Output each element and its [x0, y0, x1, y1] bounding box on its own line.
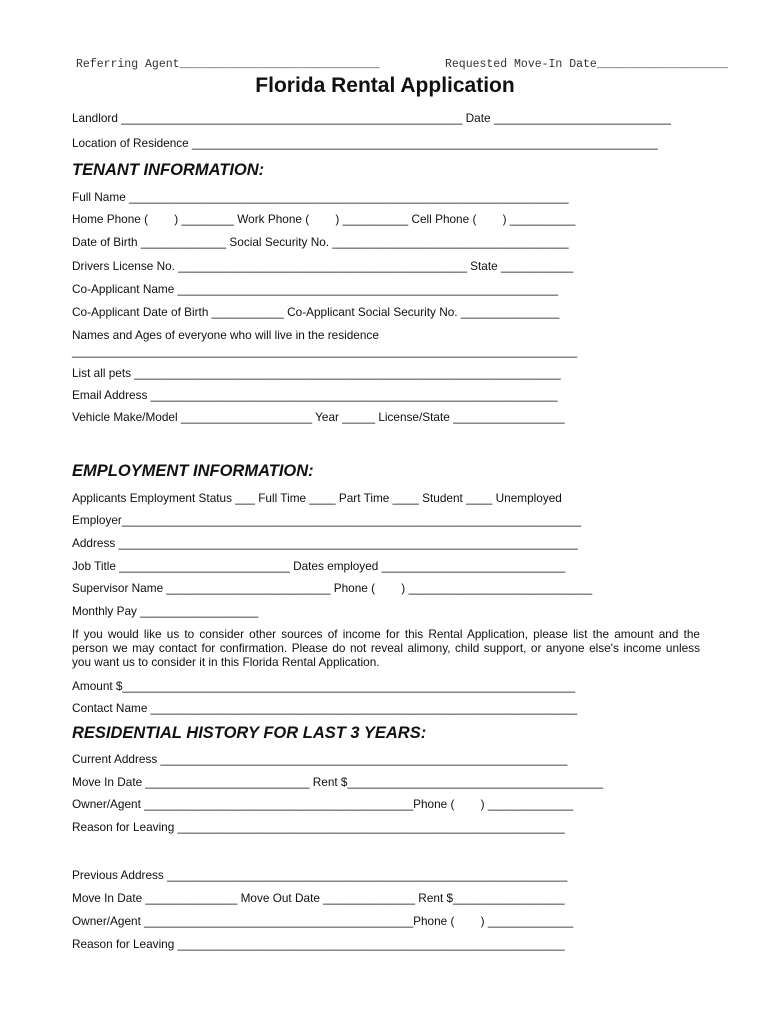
- vehicle-line[interactable]: Vehicle Make/Model ____________________ Year _____ License/State _________________: [72, 410, 565, 424]
- full-name-line[interactable]: Full Name ___________________________________________________________________: [72, 190, 569, 204]
- dob-ssn-line[interactable]: Date of Birth _____________ Social Security No. ____________________________________: [72, 235, 569, 249]
- current-address-line[interactable]: Current Address ______________________________________________________________: [72, 752, 568, 766]
- residential-heading: RESIDENTIAL HISTORY FOR LAST 3 YEARS:: [72, 724, 427, 742]
- requested-move-in-field[interactable]: Requested Move-In Date___________________: [445, 58, 728, 71]
- current-owner-agent-line[interactable]: Owner/Agent _________________________________________Phone ( ) _____________: [72, 797, 574, 811]
- employment-status-line[interactable]: Applicants Employment Status ___ Full Time ____ Part Time ____ Student ____ Unemployed: [72, 491, 562, 505]
- phones-line[interactable]: Home Phone ( ) ________ Work Phone ( ) __________ Cell Phone ( ) __________: [72, 212, 576, 226]
- email-line[interactable]: Email Address ______________________________________________________________: [72, 388, 558, 402]
- previous-address-line[interactable]: Previous Address _____________________________________________________________: [72, 868, 568, 882]
- location-of-residence-line[interactable]: Location of Residence _______________________________________________________________________: [72, 136, 658, 150]
- previous-reason-leaving-line[interactable]: Reason for Leaving ___________________________________________________________: [72, 937, 565, 951]
- tenant-heading: TENANT INFORMATION:: [72, 161, 265, 179]
- other-income-paragraph: If you would like us to consider other sources of income for this Rental Application, please list the amount and the person we may contact for confirmation. Please do not reveal alimony, child support, or anyone else's income unless you want us to consider it in this Florida Rental Application.: [72, 627, 700, 669]
- monthly-pay-line[interactable]: Monthly Pay __________________: [72, 604, 259, 618]
- previous-move-dates-rent-line[interactable]: Move In Date ______________ Move Out Date ______________ Rent $_________________: [72, 891, 565, 905]
- amount-line[interactable]: Amount $_____________________________________________________________________: [72, 679, 576, 693]
- employment-heading: EMPLOYMENT INFORMATION:: [72, 462, 314, 480]
- pets-line[interactable]: List all pets _________________________________________________________________: [72, 366, 561, 380]
- current-move-in-rent-line[interactable]: Move In Date _________________________ Rent $_______________________________________: [72, 775, 604, 789]
- supervisor-line[interactable]: Supervisor Name _________________________ Phone ( ) ____________________________: [72, 581, 593, 595]
- co-applicant-dob-ssn-line[interactable]: Co-Applicant Date of Birth ___________ Co-Applicant Social Security No. _______________: [72, 305, 560, 319]
- referring-agent-field[interactable]: Referring Agent_____________________________: [76, 58, 380, 71]
- landlord-date-line[interactable]: Landlord ____________________________________________________ Date ___________________________: [72, 111, 671, 125]
- employer-address-line[interactable]: Address ______________________________________________________________________: [72, 536, 578, 550]
- occupants-blank-line[interactable]: _____________________________________________________________________________: [72, 344, 578, 358]
- contact-name-line[interactable]: Contact Name _________________________________________________________________: [72, 701, 578, 715]
- current-reason-leaving-line[interactable]: Reason for Leaving ___________________________________________________________: [72, 820, 565, 834]
- occupants-label: Names and Ages of everyone who will live in the residence: [72, 328, 379, 342]
- job-title-line[interactable]: Job Title __________________________ Dates employed ____________________________: [72, 559, 566, 573]
- co-applicant-name-line[interactable]: Co-Applicant Name __________________________________________________________: [72, 282, 559, 296]
- page-title: Florida Rental Application: [255, 74, 515, 97]
- previous-owner-agent-line[interactable]: Owner/Agent _________________________________________Phone ( ) _____________: [72, 914, 574, 928]
- employer-line[interactable]: Employer______________________________________________________________________: [72, 513, 582, 527]
- drivers-license-line[interactable]: Drivers License No. ____________________________________________ State ___________: [72, 259, 574, 273]
